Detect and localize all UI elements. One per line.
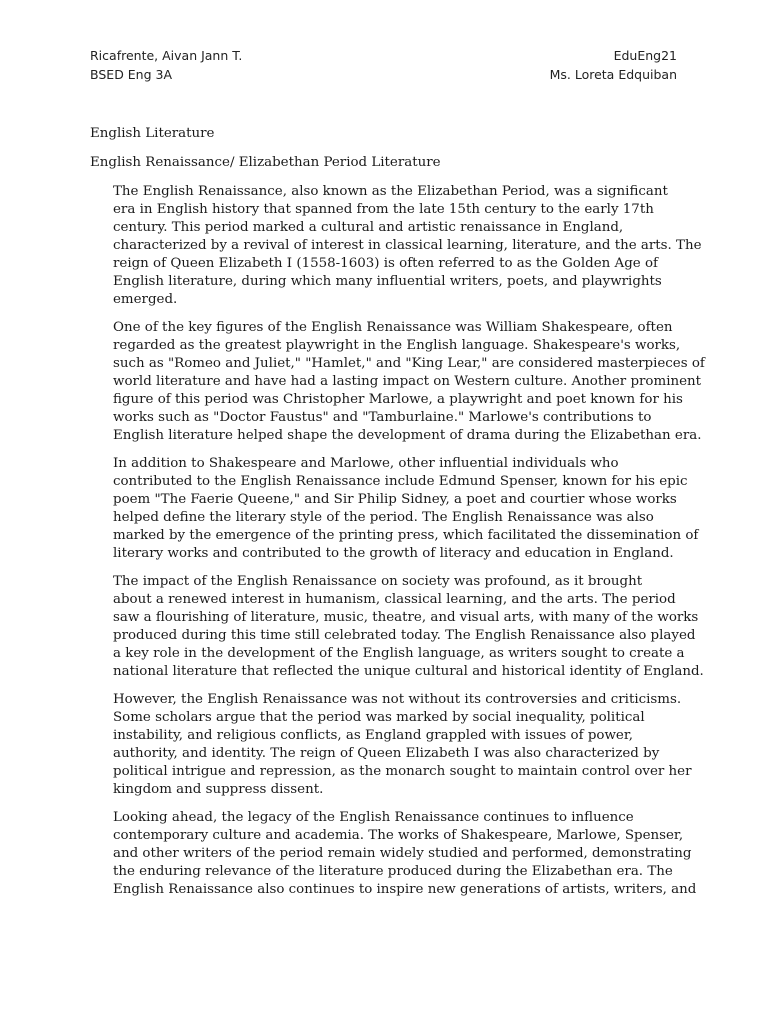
paragraph-line: Looking ahead, the legacy of the English Renaissance continues to influence xyxy=(113,810,634,825)
paragraph-line: Some scholars argue that the period was marked by social inequality, political xyxy=(113,710,645,725)
paragraph-line: literary works and contributed to the growth of literacy and education in England. xyxy=(113,546,674,561)
paragraph-line: a key role in the development of the English language, as writers sought to create a xyxy=(113,646,685,661)
header-row-1 xyxy=(90,46,677,65)
paragraph-line: helped define the literary style of the period. The English Renaissance was also xyxy=(113,510,654,525)
paragraph-line: kingdom and suppress dissent. xyxy=(113,782,324,797)
instructor-name: Ms. Loreta Edquiban xyxy=(549,67,677,82)
student-section: BSED Eng 3A xyxy=(90,67,173,82)
paragraph-line: The impact of the English Renaissance on society was profound, as it brought xyxy=(113,574,643,589)
paragraph-line: contributed to the English Renaissance include Edmund Spenser, known for his epic xyxy=(113,474,688,489)
paragraph-line: works such as "Doctor Faustus" and "Tamburlaine." Marlowe's contributions to xyxy=(113,410,652,425)
document-body xyxy=(90,125,705,909)
paragraph xyxy=(90,809,697,899)
paragraph-line: and other writers of the period remain widely studied and performed, demonstrating xyxy=(113,846,692,861)
paragraph-line: authority, and identity. The reign of Queen Elizabeth I was also characterized by xyxy=(113,746,660,761)
paragraph-line: era in English history that spanned from the late 15th century to the early 17th xyxy=(113,202,654,217)
paragraph xyxy=(90,573,704,681)
paragraph xyxy=(90,691,692,799)
paragraph-line: poem "The Faerie Queene," and Sir Philip Sidney, a poet and courtier whose works xyxy=(113,492,677,507)
header-row-2 xyxy=(90,65,677,84)
paragraph-line: produced during this time still celebrated today. The English Renaissance also played xyxy=(113,628,696,643)
paragraph-line: English Renaissance also continues to inspire new generations of artists, writers, and xyxy=(113,882,697,897)
course-code: EduEng21 xyxy=(613,48,677,63)
paragraph-line: figure of this period was Christopher Marlowe, a playwright and poet known for his xyxy=(113,392,683,407)
paragraph-line: world literature and have had a lasting impact on Western culture. Another prominent xyxy=(113,374,702,389)
document-header xyxy=(90,46,677,84)
paragraph-container xyxy=(90,183,705,899)
paragraph-line: saw a flourishing of literature, music, theatre, and visual arts, with many of the works xyxy=(113,610,699,625)
paragraph xyxy=(90,183,702,309)
paragraph-line: regarded as the greatest playwright in the English language. Shakespeare's works, xyxy=(113,338,681,353)
paragraph-line: contemporary culture and academia. The works of Shakespeare, Marlowe, Spenser, xyxy=(113,828,684,843)
paragraph xyxy=(90,319,705,445)
paragraph-line: such as "Romeo and Juliet," "Hamlet," and "King Lear," are considered masterpieces of xyxy=(113,356,705,371)
paragraph-line: political intrigue and repression, as the monarch sought to maintain control over her xyxy=(113,764,692,779)
paragraph-line: In addition to Shakespeare and Marlowe, other influential individuals who xyxy=(113,456,619,471)
paragraph-line: century. This period marked a cultural and artistic renaissance in England, xyxy=(113,220,624,235)
paragraph-line: emerged. xyxy=(113,292,178,307)
paragraph-line: about a renewed interest in humanism, classical learning, and the arts. The period xyxy=(113,592,676,607)
paragraph xyxy=(90,455,699,563)
paragraph-line: One of the key figures of the English Renaissance was William Shakespeare, often xyxy=(113,320,673,335)
paragraph-line: However, the English Renaissance was not without its controversies and criticisms. xyxy=(113,692,682,707)
paragraph-line: marked by the emergence of the printing press, which facilitated the dissemination of xyxy=(113,528,699,543)
paragraph-line: reign of Queen Elizabeth I (1558-1603) is often referred to as the Golden Age of xyxy=(113,256,658,271)
student-name: Ricafrente, Aivan Jann T. xyxy=(90,48,243,63)
paragraph-line: characterized by a revival of interest in classical learning, literature, and the arts. The xyxy=(113,238,702,253)
paragraph-line: the enduring relevance of the literature produced during the Elizabethan era. The xyxy=(113,864,673,879)
paragraph-line: The English Renaissance, also known as the Elizabethan Period, was a significant xyxy=(113,184,668,199)
document-title: English Literature xyxy=(90,126,215,141)
document-subtitle: English Renaissance/ Elizabethan Period Literature xyxy=(90,155,441,170)
paragraph-line: national literature that reflected the unique cultural and historical identity of England. xyxy=(113,664,704,679)
paragraph-line: English literature helped shape the development of drama during the Elizabethan era. xyxy=(113,428,702,443)
paragraph-line: instability, and religious conflicts, as England grappled with issues of power, xyxy=(113,728,634,743)
paragraph-line: English literature, during which many influential writers, poets, and playwrights xyxy=(113,274,662,289)
